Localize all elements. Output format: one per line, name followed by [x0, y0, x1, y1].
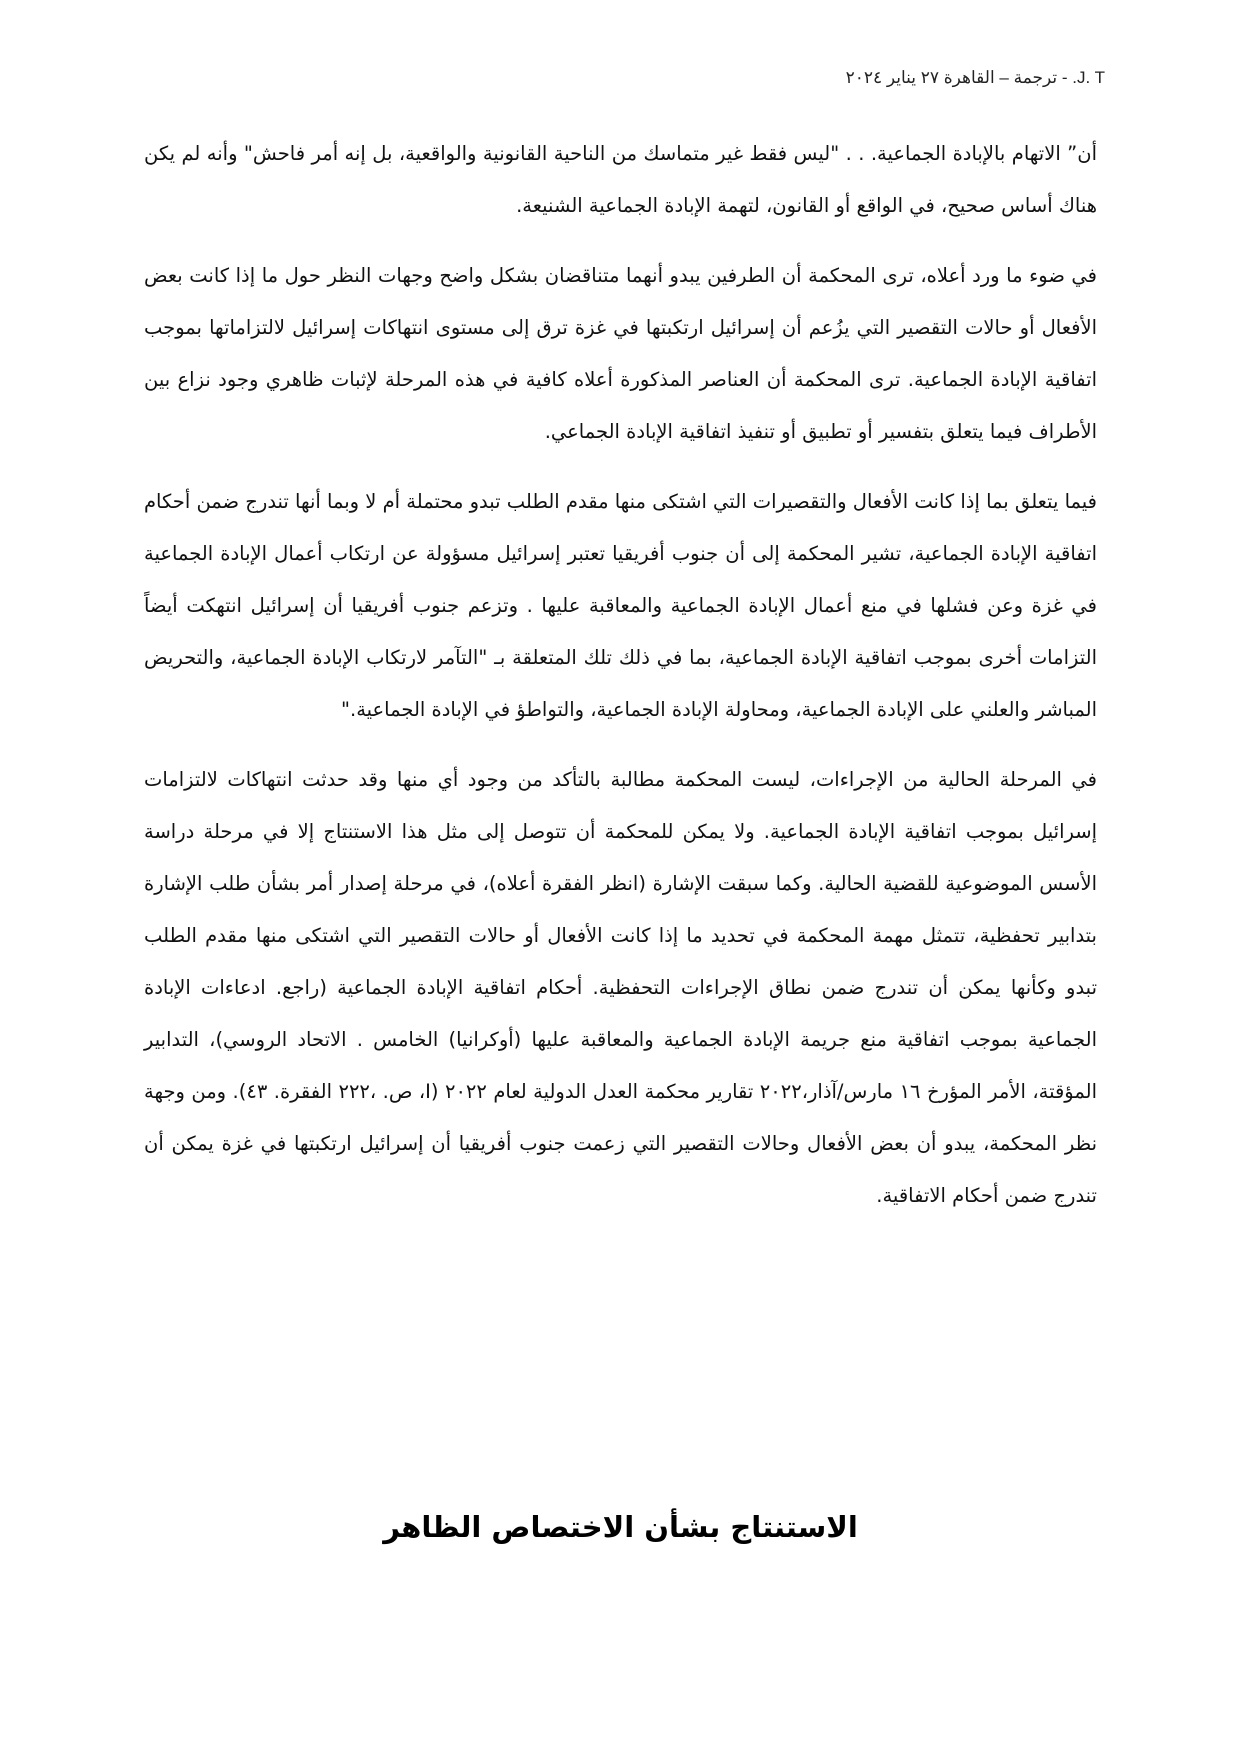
document-body — [144, 128, 1097, 1240]
paragraph-1: أن” الاتهام بالإبادة الجماعية. . . "ليس فقط غير متماسك من الناحية القانونية والواقعية، بل إنه أمر فاحش" وأنه لم يكن هناك أساس صحيح، في الواقع أو القانون، لتهمة الإبادة الجماعية الشنيعة. — [144, 142, 1097, 217]
paragraph-2: في ضوء ما ورد أعلاه، ترى المحكمة أن الطرفين يبدو أنهما متناقضان بشكل واضح وجهات النظر حول ما إذا كانت بعض الأفعال أو حالات التقصير التي يزُعم أن إسرائيل ارتكبتها في غزة ترق إلى مستوى انتهاكات إسرائيل لالتزاماتها بموجب اتفاقية الإبادة الجماعية. ترى المحكمة أن العناصر المذكورة أعلاه كافية في هذه المرحلة لإثبات ظاهري وجود نزاع بين الأطراف فيما يتعلق بتفسير أو تطبيق أو تنفيذ اتفاقية الإبادة الجماعي. — [144, 264, 1097, 443]
section-heading: الاستنتاج بشأن الاختصاص الظاهر — [383, 1510, 858, 1545]
paragraph-3: فيما يتعلق بما إذا كانت الأفعال والتقصيرات التي اشتكى منها مقدم الطلب تبدو محتملة أم لا وبما أنها تندرج ضمن أحكام اتفاقية الإبادة الجماعية، تشير المحكمة إلى أن جنوب أفريقيا تعتبر إسرائيل مسؤولة عن ارتكاب أعمال الإبادة الجماعية في غزة وعن فشلها في منع أعمال الإبادة الجماعية والمعاقبة عليها . وتزعم جنوب أفريقيا أن إسرائيل انتهكت أيضاً التزامات أخرى بموجب اتفاقية الإبادة الجماعية، بما في ذلك تلك المتعلقة بـ "التآمر لارتكاب الإبادة الجماعية، والتحريض المباشر والعلني على الإبادة الجماعية، ومحاولة الإبادة الجماعية، والتواطؤ في الإبادة الجماعية." — [143, 490, 1097, 721]
paragraph-4: في المرحلة الحالية من الإجراءات، ليست المحكمة مطالبة بالتأكد من وجود أي منها وقد حدثت انتهاكات لالتزامات إسرائيل بموجب اتفاقية الإبادة الجماعية. ولا يمكن للمحكمة أن تتوصل إلى مثل هذا الاستنتاج إلا في مرحلة دراسة الأسس الموضوعية للقضية الحالية. وكما سبقت الإشارة (انظر الفقرة أعلاه)، في مرحلة إصدار أمر بشأن طلب الإشارة بتدابير تحفظية، تتمثل مهمة المحكمة في تحديد ما إذا كانت الأفعال أو حالات التقصير التي اشتكى منها مقدم الطلب تبدو وكأنها يمكن أن تندرج ضمن نطاق الإجراءات التحفظية. أحكام اتفاقية الإبادة الجماعية (راجع. ادعاءات الإبادة الجماعية بموجب اتفاقية منع جريمة الإبادة الجماعية والمعاقبة عليها (أوكرانيا) الخامس . الاتحاد الروسي)، التدابير المؤقتة، الأمر المؤرخ ١٦ مارس/آذار،٢٠٢٢ تقارير محكمة العدل الدولية لعام ٢٠٢٢ (I، ص. ،٢٢٢ الفقرة. ٤٣). ومن وجهة نظر المحكمة، يبدو أن بعض الأفعال وحالات التقصير التي زعمت جنوب أفريقيا أن إسرائيل ارتكبتها في غزة يمكن أن تندرج ضمن أحكام الاتفاقية. — [144, 768, 1097, 1207]
page-header: J. T. - ترجمة – القاهرة ٢٧ يناير ٢٠٢٤ — [845, 68, 1105, 87]
